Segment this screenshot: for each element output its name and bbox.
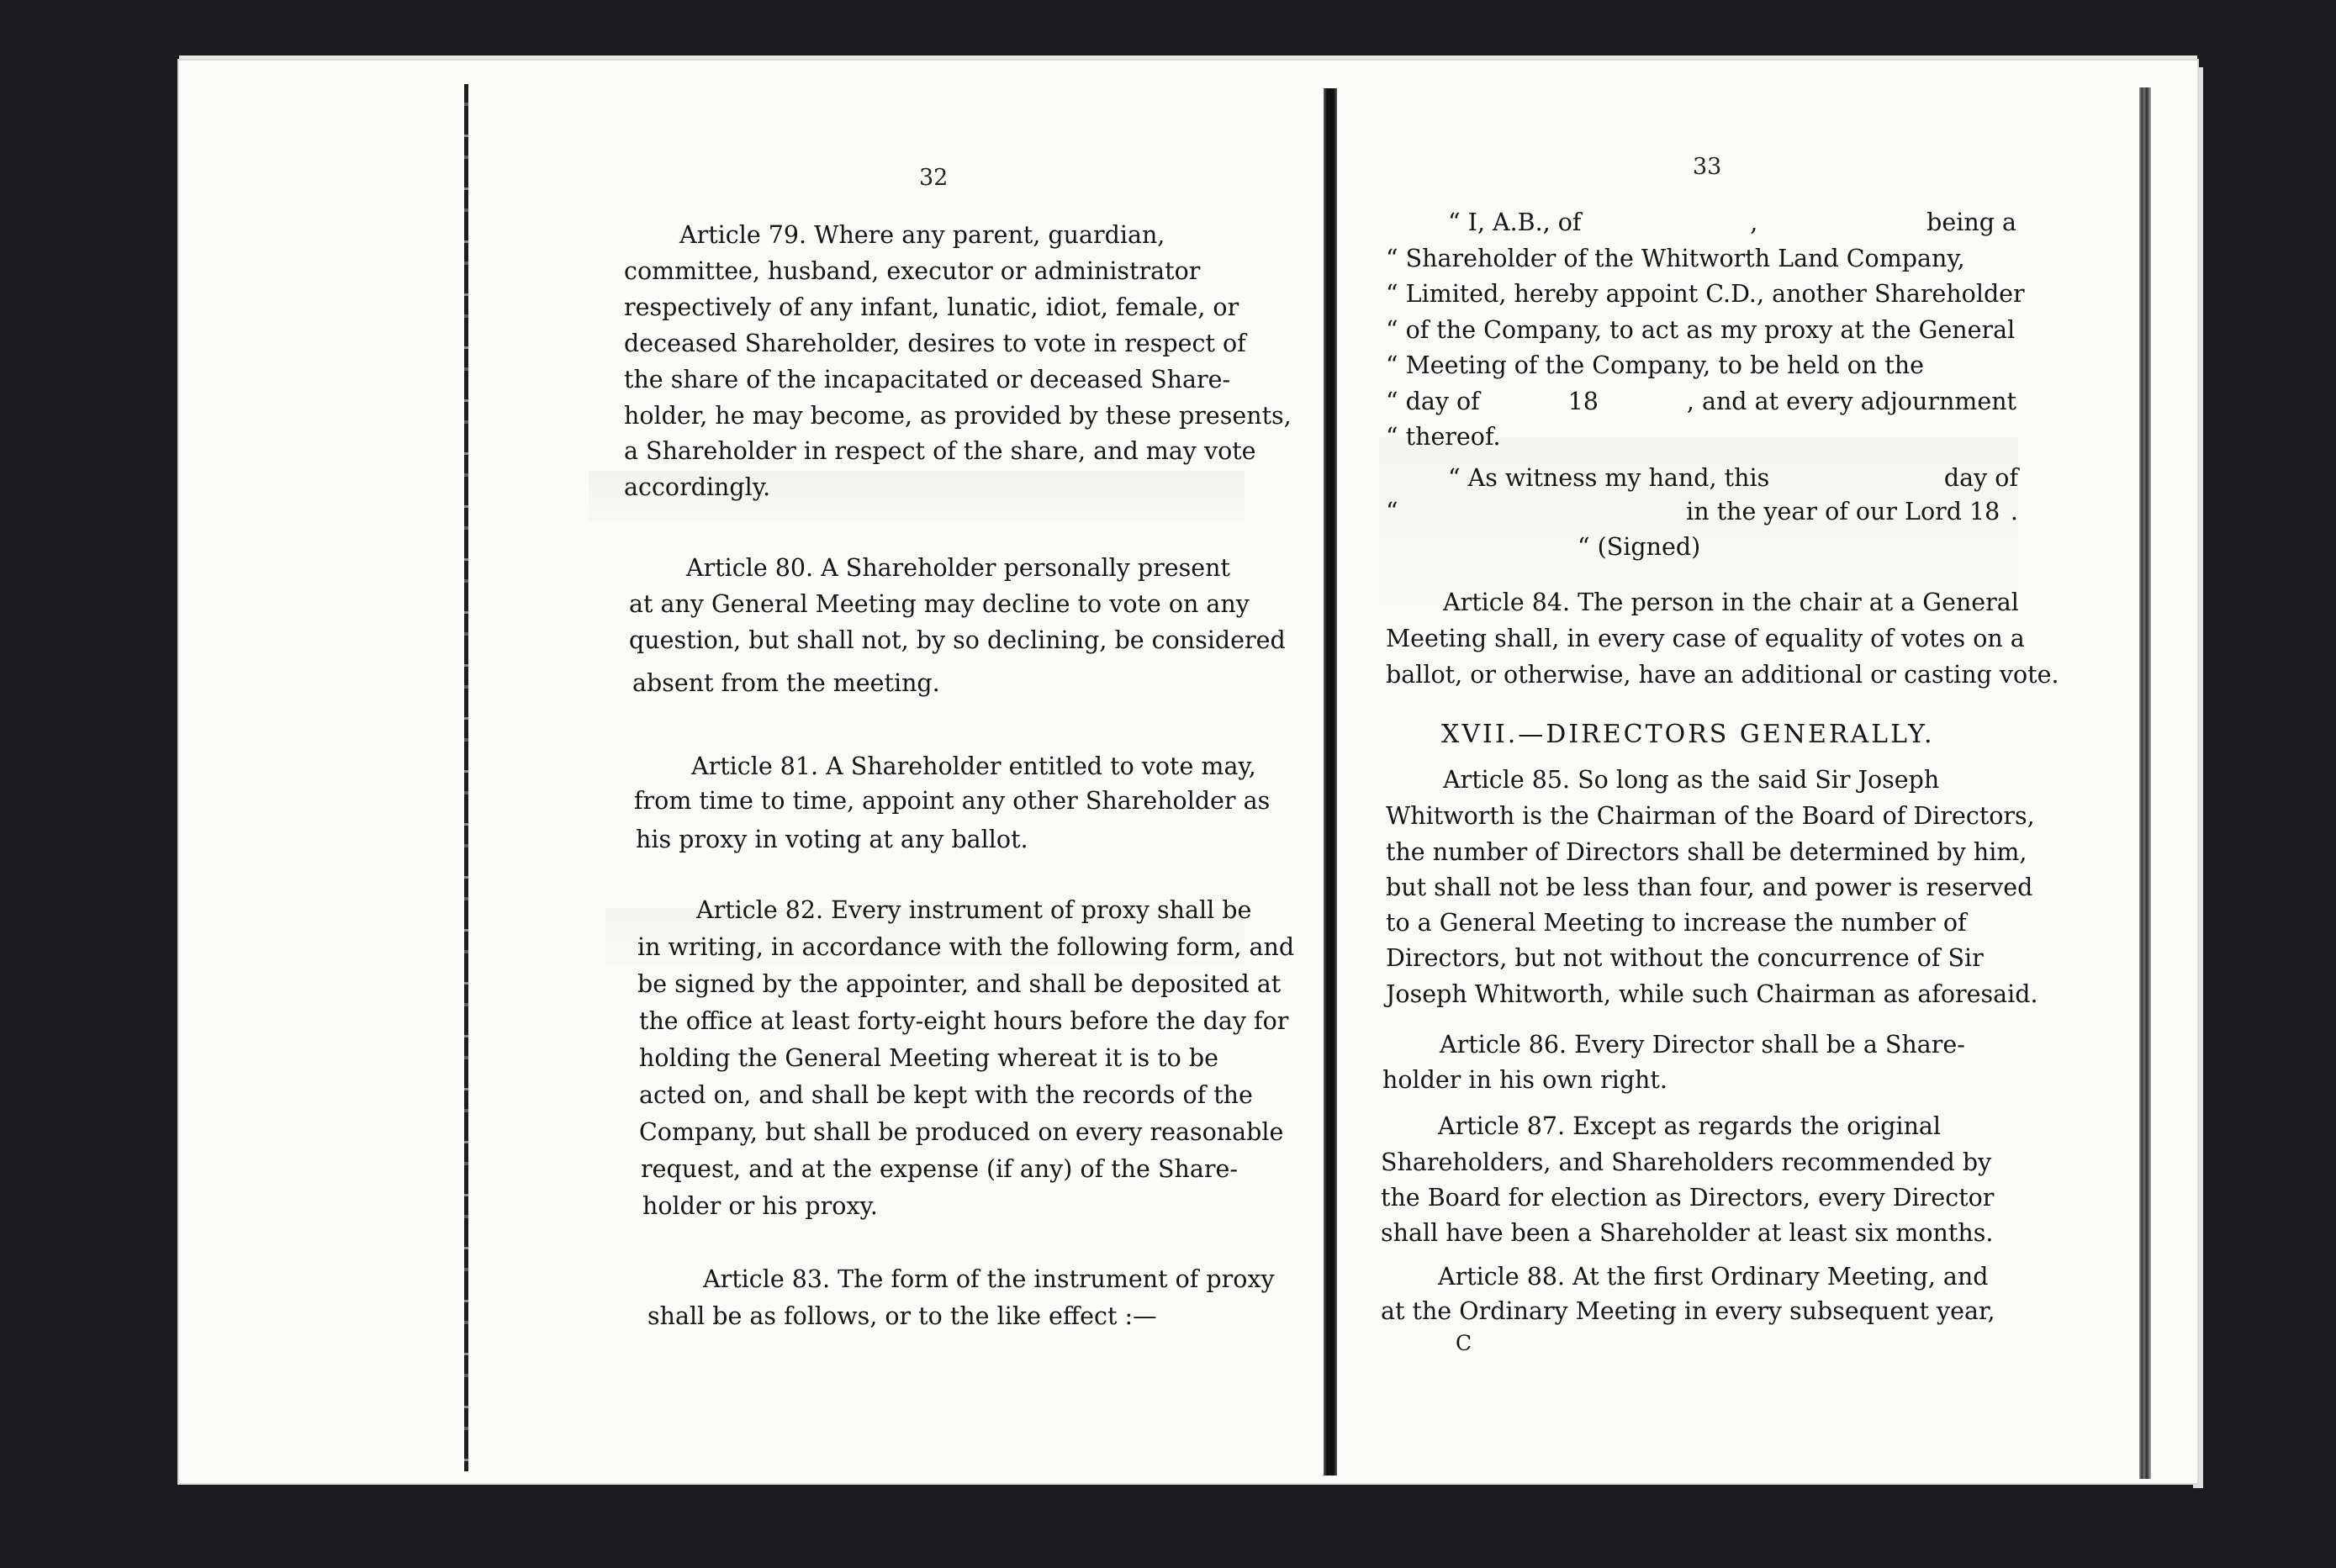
text-line: the office at least forty-eight hours before the day for [639,1007,1289,1035]
section-heading: XVII.—DIRECTORS GENERALLY. [1441,720,1935,749]
signature-mark: C [1456,1331,1472,1355]
form-text: day of [1943,464,2018,492]
text-line: at the Ordinary Meeting in every subsequent year, [1381,1297,1995,1325]
text-line: absent from the meeting. [632,669,940,697]
text-line [1448,209,2016,237]
text-line: the number of Directors shall be determined by him, [1386,838,2027,866]
text-line: “ of the Company, to act as my proxy at the General [1386,316,2016,344]
text-line: acted on, and shall be kept with the records of the [639,1081,1253,1109]
text-line: shall be as follows, or to the like effect :— [647,1302,1157,1330]
text-line: respectively of any infant, lunatic, idiot, female, or [624,293,1239,321]
text-line: Article 87. Except as regards the original [1438,1112,1942,1140]
text-line: Article 82. Every instrument of proxy shall be [696,896,1252,924]
text-line: Joseph Whitworth, while such Chairman as aforesaid. [1386,980,2038,1008]
text-line: in writing, in accordance with the following form, and [637,933,1295,961]
text-line: a Shareholder in respect of the share, and may vote [624,437,1256,465]
text-line [1386,388,2016,416]
text-line: to a General Meeting to increase the number of [1386,909,1967,937]
text-line [1386,498,2018,526]
form-text: being a [1926,209,2016,236]
text-line: Directors, but not without the concurrence of Sir [1386,944,1984,972]
text-line: his proxy in voting at any ballot. [636,826,1028,853]
left-margin-rule [464,84,468,1471]
text-line: Meeting shall, in every case of equality of votes on a [1386,625,2025,652]
page-number-right: 33 [1693,154,1722,180]
text-line: accordingly. [624,473,771,501]
form-text: . [2010,498,2018,525]
text-line: “ Limited, hereby appoint C.D., another Shareholder [1386,280,2025,308]
text-line: Article 88. At the first Ordinary Meeting, and [1438,1263,1989,1291]
form-text: “ day of [1386,388,1480,415]
text-line: request, and at the expense (if any) of the Share- [641,1155,1238,1183]
right-margin-rule [2139,87,2151,1479]
text-line: deceased Shareholder, desires to vote in respect of [624,330,1246,357]
text-line: committee, husband, executor or administrator [624,257,1201,285]
page-number-left: 32 [919,165,949,191]
text-line: be signed by the appointer, and shall be deposited at [637,970,1282,998]
form-text: “ [1386,498,1398,525]
text-line: from time to time, appoint any other Shareholder as [634,787,1271,815]
text-line: Article 80. A Shareholder personally present [686,554,1230,582]
text-line: ballot, or otherwise, have an additional or casting vote. [1386,661,2059,689]
text-line [1448,464,2018,493]
text-line: Article 83. The form of the instrument of proxy [703,1265,1275,1293]
text-line: holder, he may become, as provided by these presents, [624,402,1292,430]
text-line: question, but shall not, by so declining, be considered [629,626,1286,654]
text-line: Article 81. A Shareholder entitled to vote may, [691,752,1256,780]
form-text: , and at every adjournment [1686,388,2016,415]
text-line: Article 84. The person in the chair at a General [1443,589,2019,616]
text-line: holding the General Meeting whereat it is to be [639,1044,1218,1072]
gutter-rule [1324,88,1337,1476]
text-line: “ thereof. [1386,423,1501,451]
text-line: Article 79. Where any parent, guardian, [679,221,1165,249]
form-text: “ As witness my hand, this [1448,464,1770,492]
text-line: holder in his own right. [1382,1066,1667,1094]
text-line: “ (Signed) [1578,533,1701,561]
text-line: Article 86. Every Director shall be a Share- [1440,1031,1965,1059]
text-line: Article 85. So long as the said Sir Joseph [1443,766,1940,794]
text-line: at any General Meeting may decline to vote on any [629,590,1250,618]
text-line: Shareholders, and Shareholders recommended by [1381,1148,1992,1176]
form-text: 18 [1567,388,1599,415]
text-line: Company, but shall be produced on every reasonable [639,1118,1284,1146]
text-line: “ Shareholder of the Whitworth Land Company, [1386,245,1965,272]
text-line: Whitworth is the Chairman of the Board of Directors, [1386,802,2035,830]
form-text: in the year of our Lord 18 [1686,498,2000,525]
form-text: , [1750,209,1758,236]
form-text: “ I, A.B., of [1448,209,1582,236]
text-line: “ Meeting of the Company, to be held on the [1386,351,1925,379]
text-line: the share of the incapacitated or deceased Share- [624,366,1231,393]
text-line: shall have been a Shareholder at least six months. [1381,1219,1994,1247]
text-line: the Board for election as Directors, every Director [1381,1184,1995,1212]
text-line: holder or his proxy. [642,1192,878,1220]
text-line: but shall not be less than four, and power is reserved [1386,874,2033,901]
